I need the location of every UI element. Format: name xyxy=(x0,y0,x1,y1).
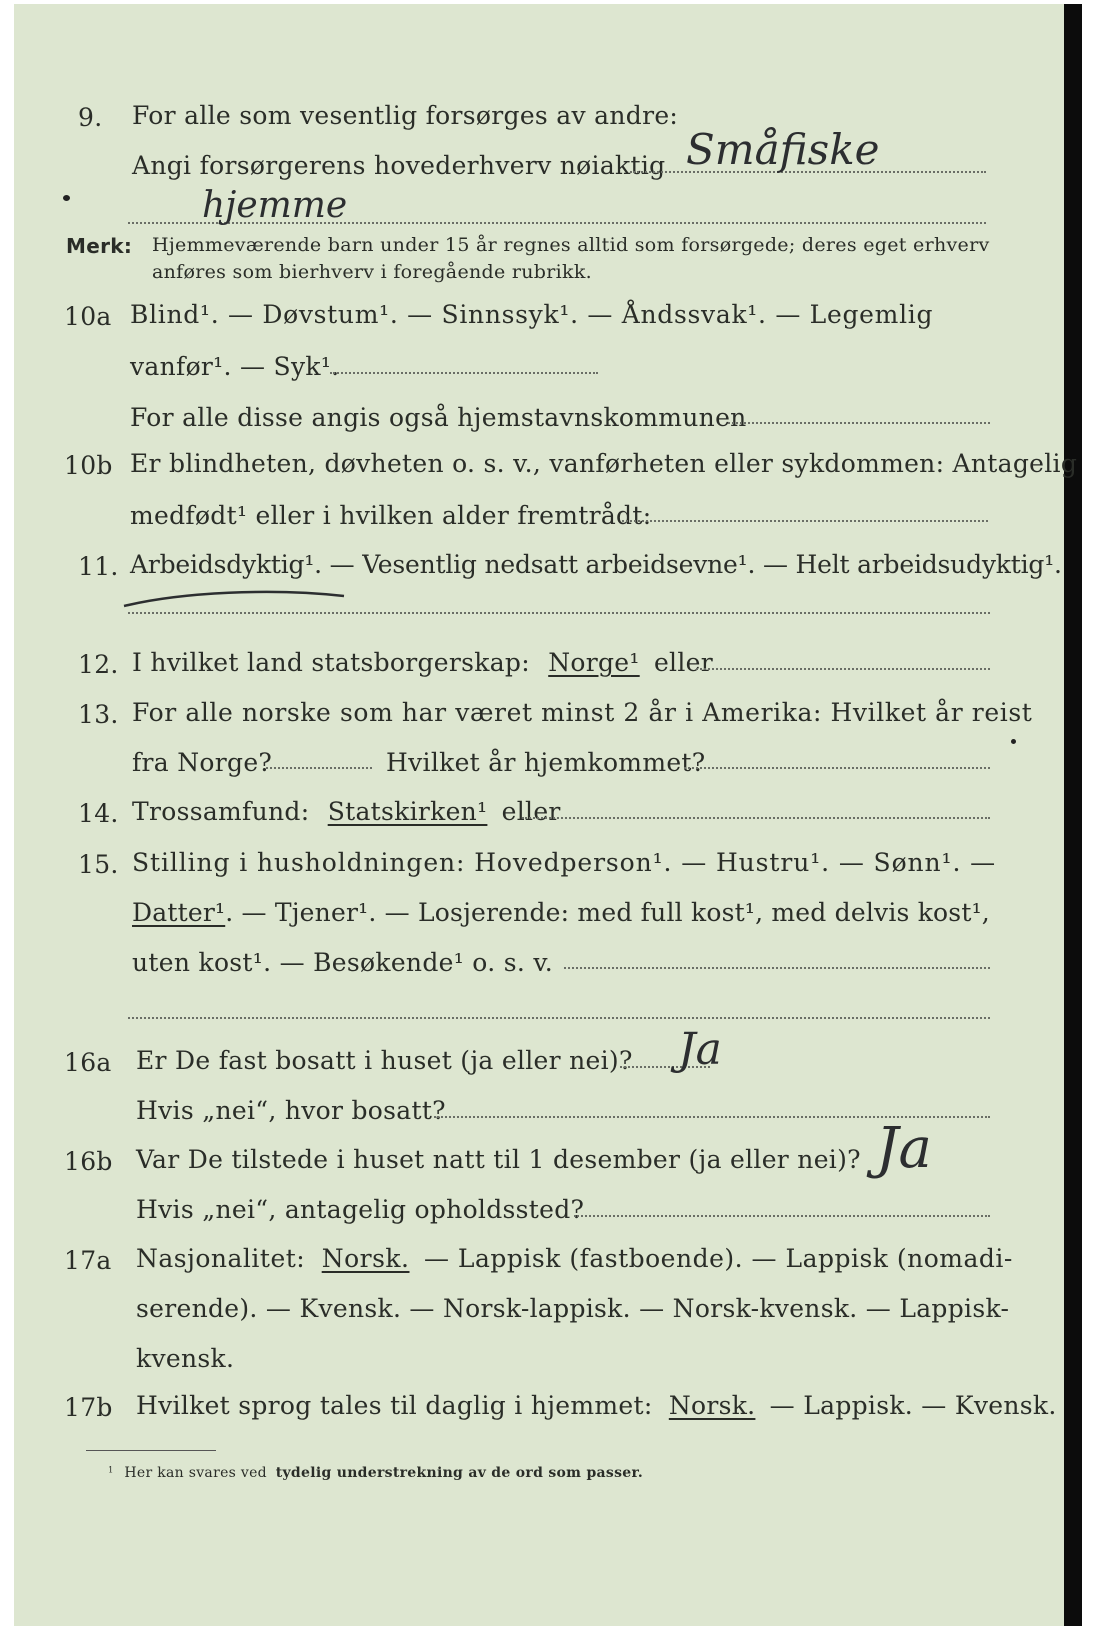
q17a-line2: serende). — Kvensk. — Norsk-lappisk. — Norsk-kvensk. — Lappisk- xyxy=(136,1294,1010,1323)
q10b-number: 10b xyxy=(64,451,113,480)
q17a-line3: kvensk. xyxy=(136,1344,235,1373)
q13-line1: For alle norske som har været minst 2 år i Amerika: Hvilket år reist xyxy=(132,698,1033,727)
q16b-whereabouts-field[interactable] xyxy=(574,1215,990,1217)
q10a-home-municipality-field[interactable] xyxy=(728,422,990,424)
q10a-line3: For alle disse angis også hjemstavnskommunen xyxy=(130,403,747,432)
q10b-age-field[interactable] xyxy=(622,520,988,522)
q15-number: 15. xyxy=(78,850,119,879)
q13-number: 13. xyxy=(78,700,119,729)
q16a-handwritten-answer: Ja xyxy=(678,1024,722,1075)
q13-return-year-field[interactable] xyxy=(684,767,990,769)
q16b-line2: Hvis „nei“, antagelig opholdssted? xyxy=(136,1195,585,1224)
q17b-selected-norsk[interactable]: Norsk. xyxy=(668,1391,756,1420)
q10b-line1: Er blindheten, døvheten o. s. v., vanførheten eller sykdommen: Antagelig xyxy=(130,449,1078,478)
q11-number: 11. xyxy=(78,552,119,581)
q9-number: 9. xyxy=(78,103,103,132)
q11-handwritten-stroke xyxy=(122,582,352,622)
q14-text xyxy=(132,799,561,824)
q12-number: 12. xyxy=(78,650,119,679)
q17b-number: 17b xyxy=(64,1393,113,1422)
q17a-line1 xyxy=(136,1246,1013,1271)
q17b-suffix: — Lappisk. — Kvensk. xyxy=(769,1391,1057,1420)
footnote xyxy=(108,1466,643,1480)
q17a-number: 17a xyxy=(64,1246,112,1275)
q15-line2-rest: . — Tjener¹. — Losjerende: med full kost¹, med delvis kost¹, xyxy=(225,898,990,927)
q13-line2b: Hvilket år hjemkommet? xyxy=(386,748,706,777)
q15-selected-datter[interactable]: Datter¹ xyxy=(132,898,226,927)
q16b-line1: Var De tilstede i huset natt til 1 desember (ja eller nei)? xyxy=(136,1145,861,1174)
q16b-number: 16b xyxy=(64,1147,113,1176)
census-form-page xyxy=(14,4,1082,1626)
q9-handwritten-location: hjemme xyxy=(202,185,348,226)
q17a-selected-norsk[interactable]: Norsk. xyxy=(321,1244,410,1273)
q10a-number: 10a xyxy=(64,302,112,331)
q16a-line1: Er De fast bosatt i huset (ja eller nei)? xyxy=(136,1046,633,1075)
q12-suffix: eller xyxy=(653,648,713,677)
note-label: Merk: xyxy=(66,234,133,258)
q14-selected-statskirken[interactable]: Statskirken¹ xyxy=(327,797,488,826)
q12-other-country-field[interactable] xyxy=(696,668,990,670)
q12-selected-norge[interactable]: Norge¹ xyxy=(548,648,640,677)
q17a-line1-rest: — Lappisk (fastboende). — Lappisk (nomadi- xyxy=(423,1244,1013,1273)
q11-answer-line[interactable] xyxy=(128,612,990,614)
q11-line1: Arbeidsdyktig¹. — Vesentlig nedsatt arbeidsevne¹. — Helt arbeidsudyktig¹. xyxy=(130,550,1062,579)
footnote-text: Her kan svares ved xyxy=(124,1465,267,1481)
q17a-prefix: Nasjonalitet: xyxy=(136,1244,306,1273)
q15-line3: uten kost¹. — Besøkende¹ o. s. v. xyxy=(132,948,554,977)
q16a-line2: Hvis „nei“, hvor bosatt? xyxy=(136,1096,446,1125)
q10a-line2: vanfør¹. — Syk¹. xyxy=(130,352,340,381)
q15-other-field[interactable] xyxy=(564,967,990,969)
q10a-line1: Blind¹. — Døvstum¹. — Sinnssyk¹. — Åndssvak¹. — Legemlig xyxy=(130,300,934,329)
ink-speck xyxy=(63,195,70,201)
note-line2: anføres som bierhverv i foregående rubrikk. xyxy=(152,261,592,283)
q16a-number: 16a xyxy=(64,1048,112,1077)
q14-number: 14. xyxy=(78,799,119,828)
q17b-text xyxy=(136,1393,1057,1418)
footnote-marker: 1 xyxy=(108,1464,114,1475)
q13-line2a: fra Norge? xyxy=(132,748,273,777)
q9-line2: Angi forsørgerens hovederhverv nøiaktig xyxy=(132,151,666,180)
note-line1: Hjemmeværende barn under 15 år regnes alltid som forsørgede; deres eget erhverv xyxy=(152,234,990,256)
q12-prefix: I hvilket land statsborgerskap: xyxy=(132,648,530,677)
q15-line1: Stilling i husholdningen: Hovedperson¹. — Hustru¹. — Sønn¹. — xyxy=(132,848,997,877)
q14-suffix: eller xyxy=(501,797,561,826)
q12-text xyxy=(132,650,713,675)
footnote-bold-text: tydelig understrekning av de ord som passer. xyxy=(275,1465,644,1481)
q13-emigration-year-field[interactable] xyxy=(266,767,372,769)
footnote-rule xyxy=(86,1450,216,1451)
q16b-handwritten-answer: Ja xyxy=(876,1116,932,1181)
q15-answer-line[interactable] xyxy=(128,1017,990,1019)
ink-speck xyxy=(1011,739,1016,744)
q9-handwritten-occupation: Småfiske xyxy=(686,125,880,174)
q10b-line2: medfødt¹ eller i hvilken alder fremtrådt: xyxy=(130,501,652,530)
q14-other-denomination-field[interactable] xyxy=(522,817,990,819)
q9-line1: For alle som vesentlig forsørges av andre: xyxy=(132,101,679,130)
q10a-illness-field[interactable] xyxy=(330,372,598,374)
q14-prefix: Trossamfund: xyxy=(132,797,310,826)
q15-line2 xyxy=(132,900,990,925)
q17b-prefix: Hvilket sprog tales til daglig i hjemmet: xyxy=(136,1391,653,1420)
scan-edge xyxy=(1064,4,1082,1626)
